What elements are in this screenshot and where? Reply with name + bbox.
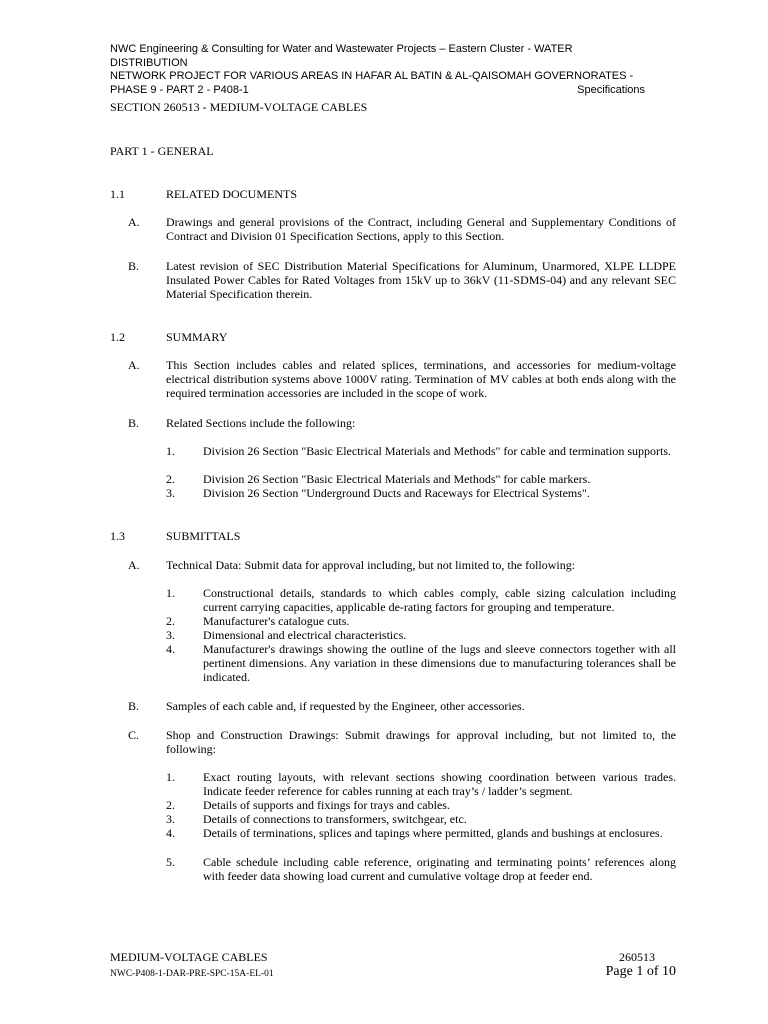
list-item-text: Dimensional and electrical characteristics.: [203, 628, 407, 642]
footer-page-number: Page 1 of 10: [605, 964, 676, 979]
footer-document-number: NWC-P408-1-DAR-PRE-SPC-15A-EL-01: [110, 969, 274, 979]
list-item-number: 5.: [166, 855, 175, 869]
paragraph-text: Samples of each cable and, if requested by the Engineer, other accessories.: [166, 699, 525, 713]
footer-title: MEDIUM-VOLTAGE CABLES: [110, 950, 268, 964]
section-title: SECTION 260513 - MEDIUM-VOLTAGE CABLES: [110, 100, 368, 114]
list-item-text: Division 26 Section "Underground Ducts and Raceways for Electrical Systems".: [203, 486, 590, 500]
article-number: 1.3: [110, 529, 125, 543]
list-item-number: 3.: [166, 812, 175, 826]
article-number: 1.1: [110, 187, 125, 201]
paragraph-text: Related Sections include the following:: [166, 416, 356, 430]
list-item-number: 2.: [166, 472, 175, 486]
list-item-number: 1.: [166, 444, 175, 458]
paragraph-letter: A.: [128, 558, 140, 572]
list-item-text: Details of connections to transformers, switchgear, etc.: [203, 812, 467, 826]
list-item-text: Cable schedule including cable reference, originating and terminating points’ references along with feeder data showing load current and cumulative voltage drop at feeder end.: [203, 855, 676, 883]
list-item-text: Exact routing layouts, with relevant sections showing coordination between various trades. Indicate feeder reference for cables running at each tray’s / ladder’s segment.: [203, 770, 676, 798]
paragraph-letter: A.: [128, 358, 140, 372]
paragraph-letter: B.: [128, 699, 140, 713]
list-item-text: Division 26 Section "Basic Electrical Materials and Methods" for cable markers.: [203, 472, 591, 486]
paragraph-letter: B.: [128, 259, 140, 273]
paragraph-letter: C.: [128, 728, 140, 742]
page-header: [110, 43, 645, 97]
list-item-text: Manufacturer's catalogue cuts.: [203, 614, 350, 628]
article-title: SUBMITTALS: [166, 529, 241, 543]
paragraph-text: This Section includes cables and related splices, terminations, and accessories for medium-voltage electrical distribution systems above 1000V rating. Termination of MV cables at both ends along with the required termination accessories are included in the scope of work.: [166, 358, 676, 400]
header-line-2: NETWORK PROJECT FOR VARIOUS AREAS IN HAFAR AL BATIN & AL-QAISOMAH GOVERNORATES -: [110, 70, 634, 82]
paragraph-text: Technical Data: Submit data for approval including, but not limited to, the following:: [166, 558, 576, 572]
header-line-1: NWC Engineering & Consulting for Water and Wastewater Projects – Eastern Cluster - WATER DISTRIBUTION: [110, 43, 573, 69]
list-item-number: 2.: [166, 798, 175, 812]
list-item-text: Constructional details, standards to which cables comply, cable sizing calculation including current carrying capacities, applicable de-rating factors for grouping and temperature.: [203, 586, 676, 614]
list-item-number: 4.: [166, 826, 175, 840]
part-title: PART 1 - GENERAL: [110, 144, 214, 158]
list-item-number: 1.: [166, 586, 175, 600]
article-title: RELATED DOCUMENTS: [166, 187, 297, 201]
list-item-text: Manufacturer's drawings showing the outline of the lugs and sleeve connectors together with all pertinent dimensions. Any variation in these dimensions due to manufacturing tolerances shall be indicated.: [203, 642, 676, 684]
list-item-number: 4.: [166, 642, 175, 656]
list-item-number: 1.: [166, 770, 175, 784]
list-item-text: Details of terminations, splices and tapings where permitted, glands and bushings at enclosures.: [203, 826, 663, 840]
list-item-text: Details of supports and fixings for trays and cables.: [203, 798, 450, 812]
list-item-number: 3.: [166, 628, 175, 642]
list-item-text: Division 26 Section "Basic Electrical Materials and Methods" for cable and termination supports.: [203, 444, 672, 458]
paragraph-letter: A.: [128, 215, 140, 229]
header-line-3: PHASE 9 - PART 2 - P408-1: [110, 83, 249, 96]
article-number: 1.2: [110, 330, 125, 344]
list-item-number: 3.: [166, 486, 175, 500]
footer-section-code: 260513: [619, 950, 655, 964]
article-title: SUMMARY: [166, 330, 228, 344]
paragraph-letter: B.: [128, 416, 140, 430]
header-right: Specifications: [577, 83, 645, 96]
paragraph-text: Drawings and general provisions of the Contract, including General and Supplementary Conditions of Contract and Division 01 Specification Sections, apply to this Section.: [166, 215, 676, 243]
paragraph-text: Shop and Construction Drawings: Submit drawings for approval including, but not limited to, the following:: [166, 728, 676, 756]
paragraph-text: Latest revision of SEC Distribution Material Specifications for Aluminum, Unarmored, XLPE LLDPE Insulated Power Cables for Rated Voltages from 15kV up to 36kV (11-SDMS-04) and any relevant SEC Material Specification therein.: [166, 259, 676, 301]
list-item-number: 2.: [166, 614, 175, 628]
